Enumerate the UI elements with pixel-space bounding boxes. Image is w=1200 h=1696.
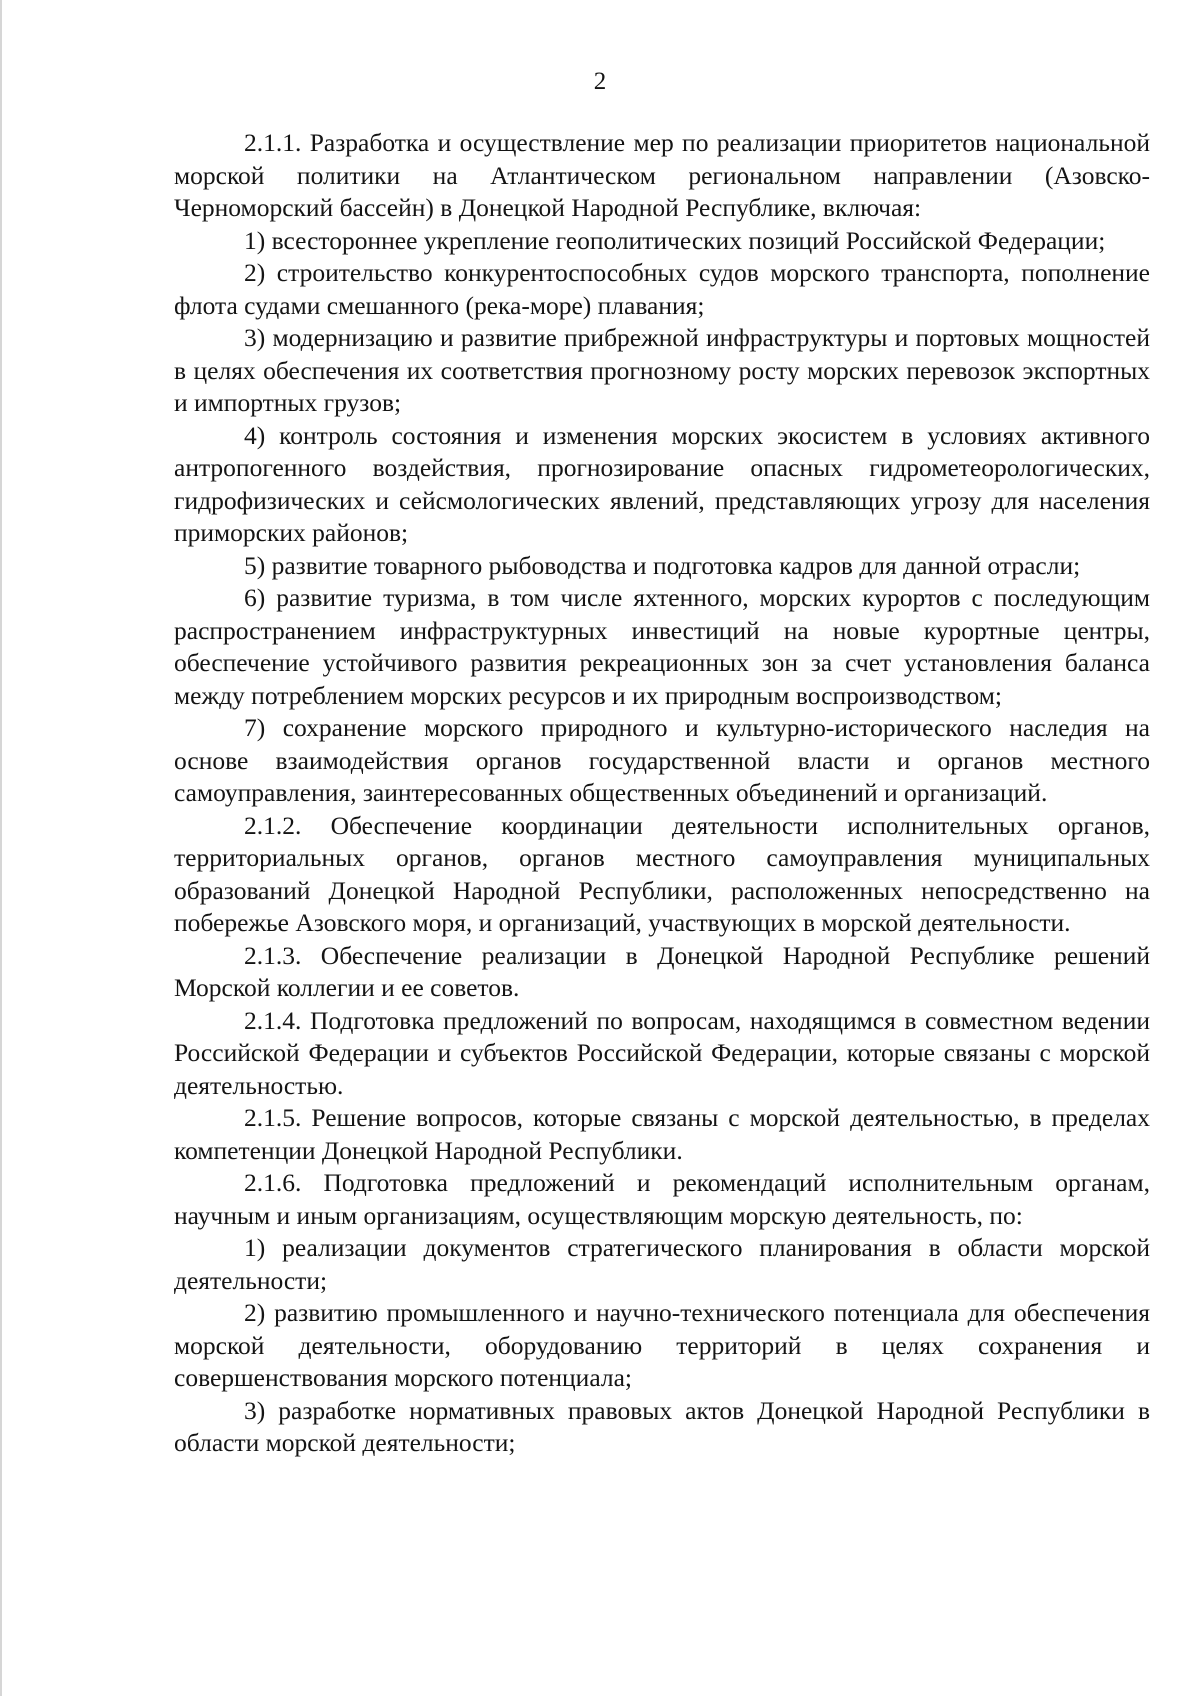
document-body (174, 127, 1150, 1460)
sub-item-1: 1) реализации документов стратегического планирования в области морской деятельности; (174, 1233, 1150, 1295)
page-edge (0, 0, 2, 1696)
list-item-7: 7) сохранение морского природного и культурно-исторического наследия на основе взаимодействия органов государственной власти и органов местного самоуправления, заинтересованных общественных объединений и организаций. (174, 713, 1150, 807)
list-item-6: 6) развитие туризма, в том числе яхтенного, морских курортов с последующим распространением инфраструктурных инвестиций на новые курортные центры, обеспечение устойчивого развития рекреационных зон за счет установления баланса между потреблением морских ресурсов и их природным воспроизводством; (174, 583, 1150, 710)
list-item-5: 5) развитие товарного рыбоводства и подготовка кадров для данной отрасли; (244, 550, 1081, 580)
paragraph-2-1-2: 2.1.2. Обеспечение координации деятельности исполнительных органов, территориальных органов, органов местного самоуправления муниципальных образований Донецкой Народной Республики, расположенных непосредственно на побережье Азовского моря, и организаций, участвующих в морской деятельности. (174, 810, 1150, 937)
list-item-2: 2) строительство конкурентоспособных судов морского транспорта, пополнение флота судами смешанного (река-море) плавания; (174, 258, 1150, 320)
page-number: 2 (593, 68, 607, 95)
paragraph-2-1-1: 2.1.1. Разработка и осуществление мер по реализации приоритетов национальной морской политики на Атлантическом региональном направлении (Азовско-Черноморский бассейн) в Донецкой Народной Республике, включая: (174, 128, 1150, 222)
list-item-4: 4) контроль состояния и изменения морских экосистем в условиях активного антропогенного воздействия, прогнозирование опасных гидрометеорологических, гидрофизических и сейсмологических явлений, представляющих угрозу для населения приморских районов; (174, 420, 1150, 547)
list-item-1: 1) всестороннее укрепление геополитических позиций Российской Федерации; (244, 225, 1106, 255)
paragraph-2-1-4: 2.1.4. Подготовка предложений по вопросам, находящимся в совместном ведении Российской Федерации и субъектов Российской Федерации, которые связаны с морской деятельностью. (174, 1005, 1150, 1100)
paragraph-2-1-5: 2.1.5. Решение вопросов, которые связаны с морской деятельностью, в пределах компетенции Донецкой Народной Республики. (174, 1103, 1150, 1165)
list-item-3: 3) модернизацию и развитие прибрежной инфраструктуры и портовых мощностей в целях обеспечения их соответствия прогнозному росту морских перевозок экспортных и импортных грузов; (174, 323, 1150, 417)
paragraph-2-1-6: 2.1.6. Подготовка предложений и рекомендаций исполнительным органам, научным и иным организациям, осуществляющим морскую деятельность, по: (174, 1168, 1150, 1230)
paragraph-2-1-3: 2.1.3. Обеспечение реализации в Донецкой Народной Республике решений Морской коллегии и ее советов. (174, 940, 1150, 1002)
sub-item-2: 2) развитию промышленного и научно-технического потенциала для обеспечения морской деятельности, оборудованию территорий в целях сохранения и совершенствования морского потенциала; (174, 1298, 1150, 1392)
sub-item-3: 3) разработке нормативных правовых актов Донецкой Народной Республики в области морской деятельности; (174, 1395, 1150, 1457)
